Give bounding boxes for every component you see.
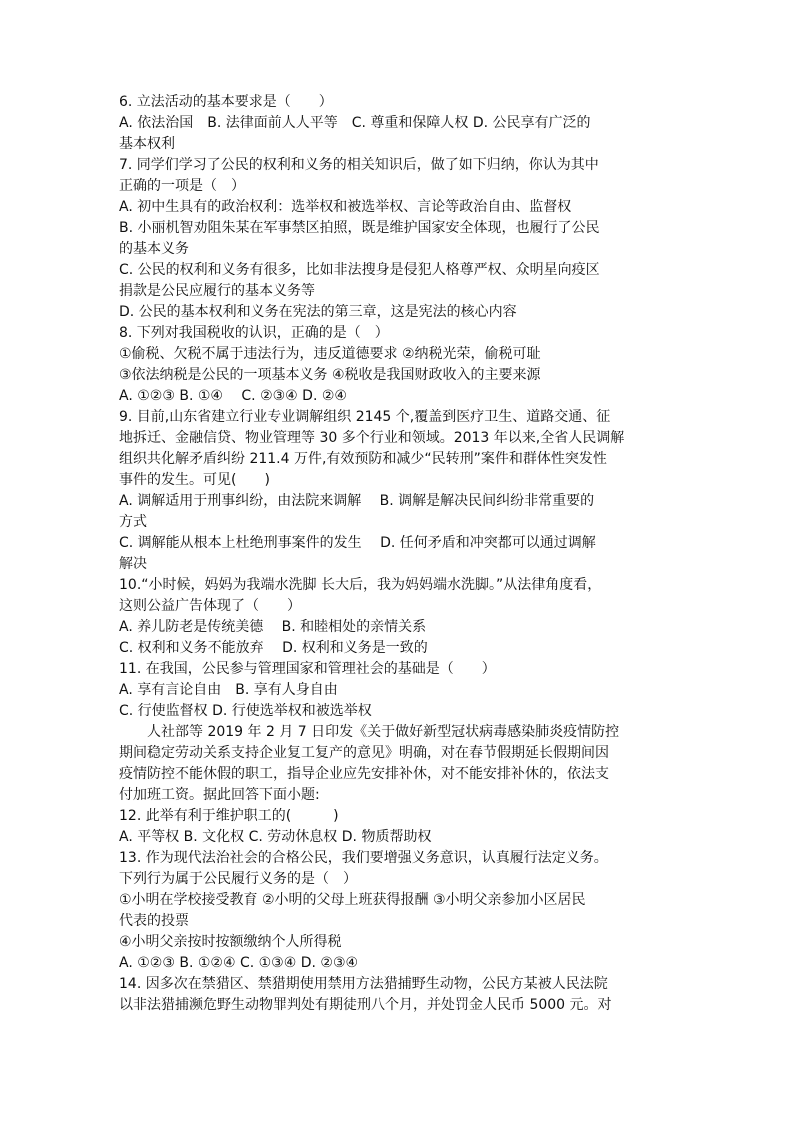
- q9-stem-line-4: 事件的发生。可见( ): [119, 472, 270, 488]
- q13-statements-line-1: ①小明在学校接受教育 ②小明的父母上班获得报酬 ③小明父亲参加小区居民: [119, 892, 586, 908]
- q9-stem-line-3: 组织共化解矛盾纠纷 211.4 万件,有效预防和减少“民转刑”案件和群体性突发性: [119, 451, 607, 467]
- q13-options: A. ①②③ B. ①②④ C. ①③④ D. ②③④: [119, 955, 359, 971]
- q7-option-b-line-2: 的基本义务: [119, 241, 189, 257]
- q9-options-ab-line-1: A. 调解适用于刑事纠纷，由法院来调解 B. 调解是解决民间纠纷非常重要的: [119, 493, 595, 509]
- q11-options-cd: C. 行使监督权 D. 行使选举权和被选举权: [119, 703, 372, 719]
- passage-line-4: 付加班工资。据此回答下面小题:: [119, 787, 320, 803]
- q7-stem-line-1: 7. 同学们学习了公民的权利和义务的相关知识后，做了如下归纳，你认为其中: [119, 157, 599, 173]
- q6-options-line-2: 基本权利: [119, 136, 175, 152]
- q11-stem: 11. 在我国，公民参与管理国家和管理社会的基础是（ ）: [119, 661, 496, 677]
- passage-line-2: 期间稳定劳动关系支持企业复工复产的意见》明确，对在春节假期延长假期间因: [119, 745, 609, 761]
- document-page: [119, 92, 689, 1016]
- q8-statements-line-2: ③依法纳税是公民的一项基本义务 ④税收是我国财政收入的主要来源: [119, 367, 541, 383]
- q13-stem-line-1: 13. 作为现代法治社会的合格公民，我们要增强义务意识，认真履行法定义务。: [119, 850, 608, 866]
- q9-stem-line-1: 9. 目前,山东省建立行业专业调解组织 2145 个,覆盖到医疗卫生、道路交通、征: [119, 409, 611, 425]
- q8-options: A. ①②③ B. ①④ C. ②③④ D. ②④: [119, 388, 347, 404]
- q9-options-cd-line-2: 解决: [119, 556, 147, 572]
- q10-stem-line-1: 10.“小时候，妈妈为我端水洗脚 长大后，我为妈妈端水洗脚。”从法律角度看，: [119, 577, 602, 593]
- q7-option-c-line-1: C. 公民的权利和义务有很多，比如非法搜身是侵犯人格尊严权、众明星向疫区: [119, 262, 600, 278]
- q11-options-ab: A. 享有言论自由 B. 享有人身自由: [119, 682, 338, 698]
- q7-option-a: A. 初中生具有的政治权利：选举权和被选举权、言论等政治自由、监督权: [119, 199, 572, 215]
- q13-stem-line-2: 下列行为属于公民履行义务的是（ ）: [119, 871, 357, 887]
- passage-line-1: 人社部等 2019 年 2 月 7 日印发《关于做好新型冠状病毒感染肺炎疫情防控: [119, 724, 620, 740]
- q7-option-b-line-1: B. 小丽机智劝阻朱某在军事禁区拍照，既是维护国家安全体现，也履行了公民: [119, 220, 600, 236]
- q10-options-cd: C. 权利和义务不能放弃 D. 权利和义务是一致的: [119, 640, 428, 656]
- q14-stem-line-1: 14. 因多次在禁猎区、禁猎期使用禁用方法猎捕野生动物，公民方某被人民法院: [119, 976, 608, 992]
- q9-stem-line-2: 地拆迁、金融信贷、物业管理等 30 多个行业和领域。2013 年以来,全省人民调解: [119, 430, 625, 446]
- q6-stem: 6. 立法活动的基本要求是（ ）: [119, 94, 333, 110]
- q9-options-ab-line-2: 方式: [119, 514, 147, 530]
- q9-options-cd-line-1: C. 调解能从根本上杜绝刑事案件的发生 D. 任何矛盾和冲突都可以通过调解: [119, 535, 596, 551]
- q7-option-c-line-2: 捐款是公民应履行的基本义务等: [119, 283, 315, 299]
- q10-stem-line-2: 这则公益广告体现了（ ）: [119, 598, 301, 614]
- q13-statements-line-3: ④小明父亲按时按额缴纳个人所得税: [119, 934, 342, 950]
- q12-options: A. 平等权 B. 文化权 C. 劳动休息权 D. 物质帮助权: [119, 829, 432, 845]
- q10-options-ab: A. 养儿防老是传统美德 B. 和睦相处的亲情关系: [119, 619, 427, 635]
- q8-statements-line-1: ①偷税、欠税不属于违法行为，违反道德要求 ②纳税光荣，偷税可耻: [119, 346, 541, 362]
- q7-option-d: D. 公民的基本权利和义务在宪法的第三章，这是宪法的核心内容: [119, 304, 517, 320]
- passage-line-3: 疫情防控不能休假的职工，指导企业应先安排补休，对不能安排补休的，依法支: [119, 766, 609, 782]
- q7-stem-line-2: 正确的一项是（ ）: [119, 178, 245, 194]
- q13-statements-line-2: 代表的投票: [119, 913, 189, 929]
- q6-options-line-1: A. 依法治国 B. 法律面前人人平等 C. 尊重和保障人权 D. 公民享有广泛的: [119, 115, 591, 131]
- q12-stem: 12. 此举有利于维护职工的( ): [119, 808, 339, 824]
- q8-stem: 8. 下列对我国税收的认识，正确的是（ ）: [119, 325, 389, 341]
- q14-stem-line-2: 以非法猎捕濒危野生动物罪判处有期徒刑八个月，并处罚金人民币 5000 元。对: [119, 997, 612, 1013]
